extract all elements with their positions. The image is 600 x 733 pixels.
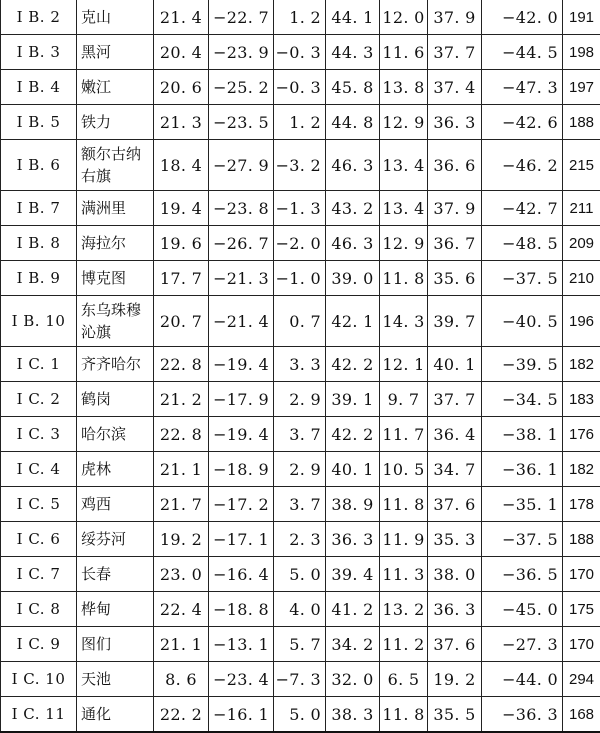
value-cell: −21. 3 (209, 261, 274, 296)
station-name: 克山 (77, 0, 154, 35)
value-cell: −39. 5 (482, 347, 563, 382)
value-cell: 5. 0 (274, 557, 326, 592)
value-cell: 168 (563, 697, 600, 733)
value-cell: −17. 9 (209, 382, 274, 417)
value-cell: 14. 3 (380, 296, 428, 347)
value-cell: 197 (563, 70, 600, 105)
value-cell: 39. 1 (326, 382, 380, 417)
value-cell: 19. 4 (154, 191, 209, 226)
value-cell: 1. 2 (274, 105, 326, 140)
value-cell: −16. 1 (209, 697, 274, 733)
value-cell: −36. 3 (482, 697, 563, 733)
value-cell: 13. 2 (380, 592, 428, 627)
value-cell: 10. 5 (380, 452, 428, 487)
zone-code: I B. 6 (1, 140, 77, 191)
value-cell: 170 (563, 557, 600, 592)
value-cell: 13. 8 (380, 70, 428, 105)
value-cell: 22. 4 (154, 592, 209, 627)
table-row (1, 382, 600, 417)
value-cell: −23. 5 (209, 105, 274, 140)
value-cell: −1. 0 (274, 261, 326, 296)
value-cell: 38. 3 (326, 697, 380, 733)
value-cell: 23. 0 (154, 557, 209, 592)
value-cell: −44. 0 (482, 662, 563, 697)
value-cell: −48. 5 (482, 226, 563, 261)
value-cell: 5. 0 (274, 697, 326, 733)
value-cell: −17. 2 (209, 487, 274, 522)
value-cell: 39. 0 (326, 261, 380, 296)
value-cell: −16. 4 (209, 557, 274, 592)
zone-code: I C. 3 (1, 417, 77, 452)
zone-code: I B. 8 (1, 226, 77, 261)
zone-code: I B. 10 (1, 296, 77, 347)
value-cell: 46. 3 (326, 140, 380, 191)
value-cell: 12. 1 (380, 347, 428, 382)
value-cell: −35. 1 (482, 487, 563, 522)
value-cell: 12. 9 (380, 226, 428, 261)
value-cell: 11. 6 (380, 35, 428, 70)
value-cell: 37. 7 (428, 35, 482, 70)
zone-code: I B. 5 (1, 105, 77, 140)
value-cell: 35. 5 (428, 697, 482, 733)
value-cell: 40. 1 (428, 347, 482, 382)
value-cell: 2. 3 (274, 522, 326, 557)
value-cell: 188 (563, 105, 600, 140)
value-cell: 12. 0 (380, 0, 428, 35)
value-cell: 17. 7 (154, 261, 209, 296)
value-cell: −0. 3 (274, 35, 326, 70)
value-cell: 19. 2 (154, 522, 209, 557)
value-cell: 21. 3 (154, 105, 209, 140)
value-cell: 175 (563, 592, 600, 627)
value-cell: −42. 0 (482, 0, 563, 35)
value-cell: 211 (563, 191, 600, 226)
value-cell: 196 (563, 296, 600, 347)
value-cell: −44. 5 (482, 35, 563, 70)
table-row (1, 627, 600, 662)
table-row (1, 70, 600, 105)
value-cell: 191 (563, 0, 600, 35)
value-cell: 36. 3 (428, 592, 482, 627)
value-cell: 170 (563, 627, 600, 662)
value-cell: −42. 6 (482, 105, 563, 140)
value-cell: 41. 2 (326, 592, 380, 627)
value-cell: 4. 0 (274, 592, 326, 627)
value-cell: −17. 1 (209, 522, 274, 557)
value-cell: 36. 3 (326, 522, 380, 557)
value-cell: −23. 4 (209, 662, 274, 697)
station-name: 满洲里 (77, 191, 154, 226)
value-cell: 46. 3 (326, 226, 380, 261)
value-cell: 44. 1 (326, 0, 380, 35)
zone-code: I C. 10 (1, 662, 77, 697)
value-cell: −42. 7 (482, 191, 563, 226)
value-cell: 2. 9 (274, 382, 326, 417)
station-name: 鹤岗 (77, 382, 154, 417)
value-cell: 36. 6 (428, 140, 482, 191)
value-cell: 1. 2 (274, 0, 326, 35)
value-cell: −19. 4 (209, 347, 274, 382)
value-cell: −18. 8 (209, 592, 274, 627)
value-cell: 37. 4 (428, 70, 482, 105)
station-name: 黑河 (77, 35, 154, 70)
value-cell: 11. 8 (380, 697, 428, 733)
table-row (1, 697, 600, 733)
value-cell: 37. 9 (428, 0, 482, 35)
value-cell: 294 (563, 662, 600, 697)
value-cell: 3. 3 (274, 347, 326, 382)
value-cell: 22. 8 (154, 417, 209, 452)
value-cell: −7. 3 (274, 662, 326, 697)
value-cell: 183 (563, 382, 600, 417)
value-cell: 37. 6 (428, 487, 482, 522)
zone-code: I C. 2 (1, 382, 77, 417)
value-cell: 19. 6 (154, 226, 209, 261)
value-cell: 43. 2 (326, 191, 380, 226)
value-cell: 42. 2 (326, 347, 380, 382)
value-cell: 12. 9 (380, 105, 428, 140)
station-name: 额尔古纳右旗 (77, 140, 154, 191)
zone-code: I B. 7 (1, 191, 77, 226)
value-cell: 21. 2 (154, 382, 209, 417)
value-cell: 188 (563, 522, 600, 557)
value-cell: −27. 3 (482, 627, 563, 662)
value-cell: 11. 8 (380, 487, 428, 522)
zone-code: I C. 6 (1, 522, 77, 557)
value-cell: 11. 3 (380, 557, 428, 592)
zone-code: I C. 9 (1, 627, 77, 662)
value-cell: 21. 1 (154, 627, 209, 662)
station-name: 绥芬河 (77, 522, 154, 557)
value-cell: 209 (563, 226, 600, 261)
value-cell: 42. 2 (326, 417, 380, 452)
value-cell: 19. 2 (428, 662, 482, 697)
value-cell: 198 (563, 35, 600, 70)
zone-code: I B. 2 (1, 0, 77, 35)
value-cell: 35. 3 (428, 522, 482, 557)
value-cell: 32. 0 (326, 662, 380, 697)
value-cell: −21. 4 (209, 296, 274, 347)
value-cell: 42. 1 (326, 296, 380, 347)
value-cell: −0. 3 (274, 70, 326, 105)
value-cell: 8. 6 (154, 662, 209, 697)
zone-code: I C. 4 (1, 452, 77, 487)
value-cell: 21. 7 (154, 487, 209, 522)
table-row (1, 35, 600, 70)
station-name: 鸡西 (77, 487, 154, 522)
value-cell: 36. 3 (428, 105, 482, 140)
table-row (1, 140, 600, 191)
station-name: 通化 (77, 697, 154, 733)
value-cell: 182 (563, 452, 600, 487)
value-cell: −37. 5 (482, 261, 563, 296)
value-cell: −3. 2 (274, 140, 326, 191)
value-cell: 20. 4 (154, 35, 209, 70)
station-name: 桦甸 (77, 592, 154, 627)
table-row (1, 261, 600, 296)
value-cell: 3. 7 (274, 487, 326, 522)
value-cell: −40. 5 (482, 296, 563, 347)
value-cell: −2. 0 (274, 226, 326, 261)
table-row (1, 105, 600, 140)
table-row (1, 662, 600, 697)
value-cell: 3. 7 (274, 417, 326, 452)
value-cell: 20. 6 (154, 70, 209, 105)
table-row (1, 417, 600, 452)
value-cell: −36. 5 (482, 557, 563, 592)
table-row (1, 487, 600, 522)
value-cell: −22. 7 (209, 0, 274, 35)
value-cell: 11. 7 (380, 417, 428, 452)
value-cell: 37. 6 (428, 627, 482, 662)
value-cell: 182 (563, 347, 600, 382)
value-cell: 5. 7 (274, 627, 326, 662)
value-cell: −34. 5 (482, 382, 563, 417)
zone-code: I C. 7 (1, 557, 77, 592)
value-cell: −18. 9 (209, 452, 274, 487)
value-cell: 22. 8 (154, 347, 209, 382)
value-cell: 20. 7 (154, 296, 209, 347)
value-cell: −1. 3 (274, 191, 326, 226)
station-name: 图们 (77, 627, 154, 662)
value-cell: 176 (563, 417, 600, 452)
station-name: 哈尔滨 (77, 417, 154, 452)
station-name: 虎林 (77, 452, 154, 487)
table-row (1, 296, 600, 347)
value-cell: 210 (563, 261, 600, 296)
value-cell: 11. 8 (380, 261, 428, 296)
value-cell: −46. 2 (482, 140, 563, 191)
value-cell: −13. 1 (209, 627, 274, 662)
value-cell: 38. 9 (326, 487, 380, 522)
station-name: 海拉尔 (77, 226, 154, 261)
value-cell: 36. 7 (428, 226, 482, 261)
table-row (1, 226, 600, 261)
value-cell: 40. 1 (326, 452, 380, 487)
station-name: 齐齐哈尔 (77, 347, 154, 382)
zone-code: I C. 11 (1, 697, 77, 733)
value-cell: 0. 7 (274, 296, 326, 347)
station-name: 长春 (77, 557, 154, 592)
value-cell: 44. 8 (326, 105, 380, 140)
value-cell: 37. 7 (428, 382, 482, 417)
value-cell: 21. 4 (154, 0, 209, 35)
station-name: 铁力 (77, 105, 154, 140)
table-row (1, 191, 600, 226)
station-name: 博克图 (77, 261, 154, 296)
value-cell: −38. 1 (482, 417, 563, 452)
value-cell: 34. 2 (326, 627, 380, 662)
value-cell: 18. 4 (154, 140, 209, 191)
value-cell: 35. 6 (428, 261, 482, 296)
zone-code: I B. 9 (1, 261, 77, 296)
value-cell: −47. 3 (482, 70, 563, 105)
station-name: 嫩江 (77, 70, 154, 105)
value-cell: 36. 4 (428, 417, 482, 452)
zone-code: I B. 4 (1, 70, 77, 105)
zone-code: I B. 3 (1, 35, 77, 70)
value-cell: 215 (563, 140, 600, 191)
station-name: 天池 (77, 662, 154, 697)
value-cell: −19. 4 (209, 417, 274, 452)
value-cell: 37. 9 (428, 191, 482, 226)
zone-code: I C. 8 (1, 592, 77, 627)
station-name: 东乌珠穆沁旗 (77, 296, 154, 347)
value-cell: −36. 1 (482, 452, 563, 487)
table-row (1, 452, 600, 487)
value-cell: 21. 1 (154, 452, 209, 487)
table-row (1, 592, 600, 627)
value-cell: 178 (563, 487, 600, 522)
value-cell: −23. 8 (209, 191, 274, 226)
table-row (1, 0, 600, 35)
value-cell: 9. 7 (380, 382, 428, 417)
zone-code: I C. 5 (1, 487, 77, 522)
value-cell: −45. 0 (482, 592, 563, 627)
value-cell: 6. 5 (380, 662, 428, 697)
value-cell: 22. 2 (154, 697, 209, 733)
zone-code: I C. 1 (1, 347, 77, 382)
value-cell: 11. 2 (380, 627, 428, 662)
table-row (1, 557, 600, 592)
table-row (1, 522, 600, 557)
value-cell: −37. 5 (482, 522, 563, 557)
table-row (1, 347, 600, 382)
value-cell: 39. 7 (428, 296, 482, 347)
value-cell: 13. 4 (380, 140, 428, 191)
value-cell: 2. 9 (274, 452, 326, 487)
value-cell: −27. 9 (209, 140, 274, 191)
table-body (1, 0, 600, 732)
value-cell: 44. 3 (326, 35, 380, 70)
value-cell: 34. 7 (428, 452, 482, 487)
value-cell: −25. 2 (209, 70, 274, 105)
value-cell: −23. 9 (209, 35, 274, 70)
value-cell: 11. 9 (380, 522, 428, 557)
value-cell: 45. 8 (326, 70, 380, 105)
value-cell: −26. 7 (209, 226, 274, 261)
value-cell: 39. 4 (326, 557, 380, 592)
value-cell: 38. 0 (428, 557, 482, 592)
value-cell: 13. 4 (380, 191, 428, 226)
